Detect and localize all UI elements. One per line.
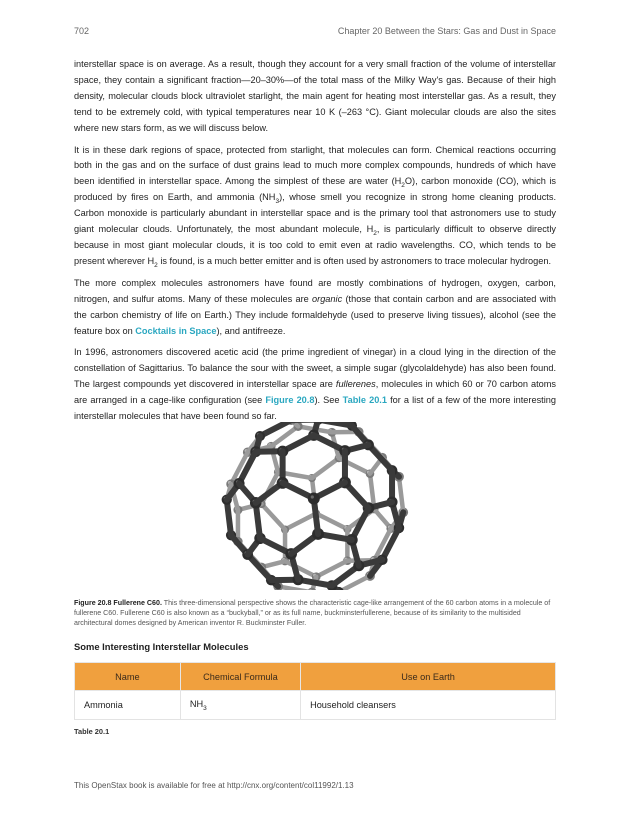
carbon-bond	[285, 514, 316, 530]
carbon-bond	[278, 586, 312, 590]
carbon-bond	[316, 514, 347, 530]
carbon-bond	[312, 458, 339, 478]
formula-subscript: 3	[203, 704, 207, 712]
cell-use: Household cleansers	[301, 691, 556, 720]
body-text	[74, 57, 556, 431]
carbon-atom	[308, 492, 320, 504]
paragraph-1: interstellar space is on average. As a result, though they account for a very small fraction of the volume of interstellar space, they contain a significant fraction—20–30%—of the total mass of the Milky Way's gas. Because of their high density, molecular clouds block ultraviolet starlight, the main agent for heating most interstellar gas. As a result, they tend to be extremely cold, with typical temperatures near 10 K (–263 °C). Giant molecular clouds are also the sites where new stars form, as we will discuss below.	[74, 59, 556, 133]
subscript: 2	[373, 229, 377, 237]
table-row	[75, 691, 556, 720]
table-20-1-link[interactable]: Table 20.1	[342, 395, 387, 406]
atom-highlight	[311, 495, 314, 498]
header-name: Name	[75, 663, 181, 691]
paragraph-4-text: In 1996, astronomers discovered acetic acid (the prime ingredient of vinegar) in a cloud lying in the direction of the constellation of Sagittarius. To balance the sour with the sweet, a simple sugar (glycolaldehyde) has also been found. The largest compounds yet discovered in interstellar space are	[74, 347, 556, 390]
cell-name: Ammonia	[75, 691, 181, 720]
carbon-bond	[261, 504, 285, 530]
paragraph-2	[74, 143, 556, 270]
figure-caption	[74, 599, 556, 628]
paragraph-4-text: , molecules in which 60 or 70 carbon atoms are arranged in a cage-like configuration (see	[74, 379, 556, 406]
paragraph-4-text: for a list of a few of the more interesting interstellar molecules that have been found so far.	[74, 395, 556, 422]
page-footer: This OpenStax book is available for free at http://cnx.org/content/col11992/1.13	[74, 781, 354, 790]
emphasis-organic: organic	[312, 293, 343, 304]
paragraph-3-text: The more complex molecules astronomers have found are mostly combinations of hydrogen, oxygen, carbon, nitrogen, and sulfur atoms. Many of these molecules are	[74, 277, 556, 304]
paragraph-2-text: ), whose smell you recognize in strong home cleaning products. Carbon monoxide is particularly abundant in interstellar space and is the primary tool that astronomers use to study giant molecular clouds. Unfortunately, the most abundant molecule, H	[74, 192, 556, 235]
fullerene-figure	[215, 422, 415, 590]
paragraph-2-text: O), carbon monoxide (CO), which is produced by fires on Earth, and ammonia (NH	[74, 176, 557, 203]
table-title: Some Interesting Interstellar Molecules	[74, 641, 249, 652]
paragraph-4-text: ). See	[314, 395, 343, 406]
page-number: 702	[74, 26, 90, 36]
figure-20-8-link[interactable]: Figure 20.8	[265, 395, 315, 406]
paragraph-3	[74, 276, 556, 340]
carbon-bond	[399, 477, 403, 512]
subscript: 3	[275, 198, 280, 206]
paragraph-3-text: (those that contain carbon and are associated with the carbon chemistry of life on Earth.) They include formaldehyde (used to preserve living tissues), alcohol (see the feature box on	[74, 293, 556, 336]
cocktails-in-space-link[interactable]: Cocktails in Space	[135, 325, 217, 336]
paragraph-3-text: ), and antifreeze.	[216, 325, 286, 336]
table-label: Table 20.1	[74, 727, 110, 736]
running-head: Chapter 20 Between the Stars: Gas and Dust in Space	[337, 26, 556, 36]
table-header-row	[75, 663, 556, 691]
figure-label: Figure 20.8 Fullerene C60.	[74, 599, 162, 607]
carbon-bond	[227, 500, 231, 535]
carbon-bond	[285, 561, 316, 577]
molecules-table	[74, 662, 556, 720]
carbon-bond	[318, 422, 352, 426]
cell-formula	[180, 691, 300, 720]
subscript: 2	[154, 261, 158, 269]
paragraph-4	[74, 345, 556, 425]
paragraph-2-text: It is in these dark regions of space, protected from starlight, that molecules can form. Chemical reactions occurring both in the gas and on the surface of dust grains lead to much more complex compounds, hundreds of which have been identified in interstellar space. Among the simplest of these are water (H	[74, 144, 556, 187]
figure-caption-text: This three-dimensional perspective shows the characteristic cage-like arrangement of the 60 carbon atoms in a molecule of fullerene C60. Fullerene C60 is also known as a “buckyball,” or as its full name, buckminsterfullerene, because of its similarity to the multisided architectural domes designed by American inventor R. Buckminster Fuller.	[74, 599, 551, 627]
paragraph-2-text: , is particularly difficult to observe directly because in most giant molecular clouds, it is too cold to emit even at radio wavelengths. CO, which tends to be present wherever H	[74, 224, 556, 266]
formula-base: NH	[189, 698, 204, 709]
subscript: 2	[401, 182, 405, 190]
header-formula: Chemical Formula	[180, 663, 300, 691]
paragraph-2-text: is found, is a much better emitter and is often used by astronomers to trace molecular hydrogen.	[157, 255, 552, 266]
emphasis-fullerenes: fullerenes	[335, 379, 376, 390]
header-use: Use on Earth	[301, 663, 556, 691]
